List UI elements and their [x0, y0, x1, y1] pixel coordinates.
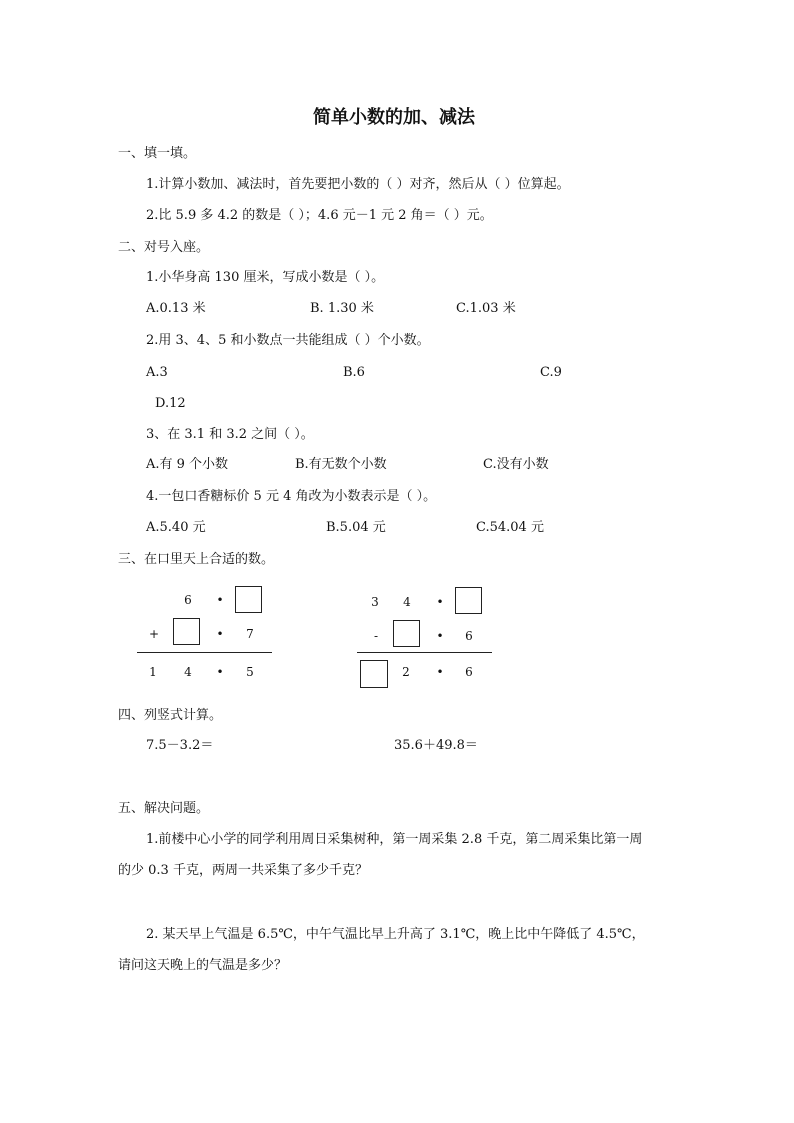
option-c: C.1.03 米 — [456, 301, 516, 316]
decimal-point: • — [436, 665, 444, 679]
digit: 6 — [184, 593, 192, 607]
option-a: A.5.40 元 — [146, 520, 206, 535]
option-c: C.9 — [540, 365, 562, 380]
option-a: A.3 — [146, 365, 168, 380]
section-5-heading: 五、解决问题。 — [118, 801, 210, 816]
option-b: B. 1.30 米 — [310, 301, 374, 316]
expression-2: 35.6＋49.8＝ — [394, 738, 478, 753]
answer-box[interactable] — [173, 618, 200, 645]
digit: 4 — [184, 665, 192, 679]
answer-box[interactable] — [235, 586, 262, 613]
page-title: 简单小数的加、减法 — [313, 107, 475, 128]
problem-1-line-2: 的少 0.3 千克，两周一共采集了多少千克？ — [118, 863, 368, 878]
section-1-question-1: 1.计算小数加、减法时，首先要把小数的（ ）对齐，然后从（ ）位算起。 — [146, 177, 570, 192]
decimal-point: • — [216, 593, 224, 607]
decimal-point: • — [216, 665, 224, 679]
section-3-heading: 三、在口里天上合适的数。 — [118, 552, 275, 567]
option-d: D.12 — [155, 396, 186, 411]
digit: 6 — [465, 629, 473, 643]
option-a: A.有 9 个小数 — [146, 457, 229, 472]
difference-line — [357, 652, 492, 653]
minus-sign: - — [373, 629, 379, 643]
section-1-question-2: 2.比 5.9 多 4.2 的数是（ ）；4.6 元－1 元 2 角＝（ ）元。 — [146, 208, 493, 223]
option-c: C.没有小数 — [483, 457, 549, 472]
option-b: B.有无数个小数 — [295, 457, 387, 472]
section-2-question-4: 4.一包口香糖标价 5 元 4 角改为小数表示是（ ）。 — [146, 489, 437, 504]
option-b: B.5.04 元 — [326, 520, 386, 535]
answer-box[interactable] — [360, 660, 388, 688]
digit: 2 — [402, 665, 410, 679]
problem-2-line-1: 2. 某天早上气温是 6.5℃，中午气温比早上升高了 3.1℃，晚上比中午降低了 4.5℃， — [146, 927, 645, 942]
sum-line — [137, 652, 272, 653]
plus-sign: + — [148, 627, 160, 641]
section-4-heading: 四、列竖式计算。 — [118, 708, 223, 723]
problem-1-line-1: 1.前楼中心小学的同学利用周日采集树种，第一周采集 2.8 千克，第二周采集比第一周 — [146, 832, 643, 847]
section-1-heading: 一、填一填。 — [118, 146, 197, 161]
digit: 6 — [465, 665, 473, 679]
section-2-question-2: 2.用 3、4、5 和小数点一共能组成（ ）个小数。 — [146, 333, 430, 348]
section-2-question-1: 1.小华身高 130 厘米，写成小数是（ ）。 — [146, 270, 385, 285]
decimal-point: • — [436, 595, 444, 609]
problem-2-line-2: 请问这天晚上的气温是多少？ — [118, 958, 288, 973]
answer-box[interactable] — [455, 587, 482, 614]
digit: 4 — [403, 595, 411, 609]
expression-1: 7.5－3.2＝ — [146, 738, 214, 753]
decimal-point: • — [436, 629, 444, 643]
digit: 5 — [246, 665, 254, 679]
digit: 1 — [149, 665, 157, 679]
option-c: C.54.04 元 — [476, 520, 544, 535]
answer-box[interactable] — [393, 620, 420, 647]
digit: 3 — [371, 595, 379, 609]
option-a: A.0.13 米 — [146, 301, 206, 316]
section-2-question-3: 3、在 3.1 和 3.2 之间（ ）。 — [146, 427, 314, 442]
option-b: B.6 — [343, 365, 365, 380]
decimal-point: • — [216, 627, 224, 641]
digit: 7 — [246, 627, 254, 641]
section-2-heading: 二、对号入座。 — [118, 240, 210, 255]
